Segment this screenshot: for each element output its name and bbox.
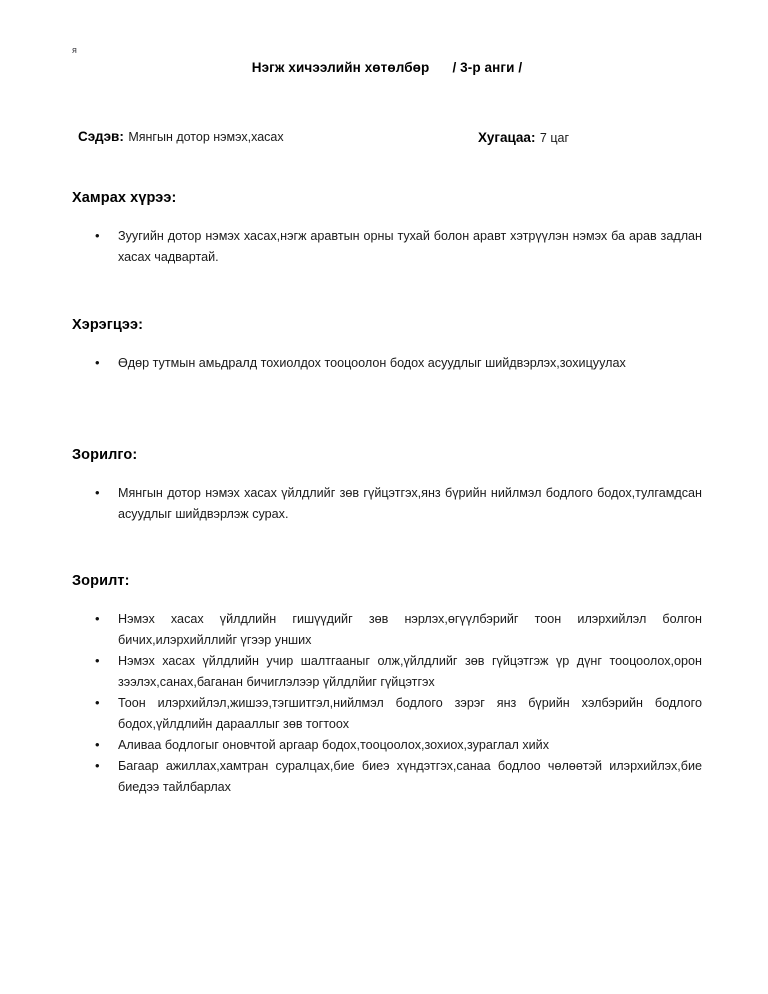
list-item: • Нэмэх хасах үйлдлийн гишүүдийг зөв нэрлэх,өгүүлбэрийг тоон илэрхийлэл болгон бичих,илэрхийллийг үгээр унших (72, 609, 702, 651)
meta-subject-label: Сэдэв: (78, 129, 124, 144)
corner-mark: я (72, 45, 77, 55)
bullet-list (72, 353, 702, 374)
bullet-list (72, 226, 702, 268)
list-item: • Аливаа бодлогыг оновчтой аргаар бодох,тооцоолох,зохиох,зураглал хийх (72, 735, 702, 756)
meta-subject-value: Мянгын дотор нэмэх,хасах (128, 130, 284, 144)
bullet-list (72, 609, 702, 798)
section-objectives (72, 573, 702, 798)
section-goal (72, 447, 702, 526)
meta-duration-label: Хугацаа: (478, 130, 536, 145)
list-item: • Өдөр тутмын амьдралд тохиолдох тооцоолон бодох асуудлыг шийдвэрлэх,зохицуулах (72, 353, 702, 374)
meta-duration (478, 129, 569, 147)
list-item: • Нэмэх хасах үйлдлийн учир шалтгааныг олж,үйлдлийг зөв гүйцэтгэж үр дүнг тооцоолох,орон зээлэх,санах,баганан бичиглэлээр үйлдлйиг гүйцэтгэх (72, 651, 702, 693)
section-scope (72, 190, 702, 269)
section-heading: Хамрах хүрээ: (72, 190, 177, 206)
document-meta-row (72, 128, 702, 148)
bullet-list (72, 483, 702, 525)
section-heading: Хэрэгцээ: (72, 317, 144, 333)
section-need (72, 317, 702, 375)
meta-duration-value: 7 цаг (539, 131, 570, 145)
page-title: Нэгж хичээлийн хөтөлбөр / 3-р анги / (251, 60, 523, 75)
list-item: • Мянгын дотор нэмэх хасах үйлдлийг зөв гүйцэтгэх,янз бүрийн нийлмэл бодлого бодох,тулгамдсан асуудлыг шийдвэрлэж сурах. (72, 483, 702, 525)
section-heading: Зорилго: (72, 447, 138, 463)
list-item: • Багаар ажиллах,хамтран суралцах,бие биеэ хүндэтгэх,санаа бодлоо чөлөөтэй илэрхийлэх,бие биедээ тайлбарлах (72, 756, 702, 798)
list-item: • Зуугийн дотор нэмэх хасах,нэгж аравтын орны тухай болон аравт хэтрүүлэн нэмэх ба арав задлан хасах чадвартай. (72, 226, 702, 268)
meta-subject (78, 128, 284, 146)
section-heading: Зорилт: (72, 573, 130, 589)
list-item: • Тоон илэрхийлэл,жишээ,тэгшитгэл,нийлмэл бодлого зэрэг янз бүрийн хэлбэрийн бодлого бодох,үйлдлийн дарааллыг зөв тогтоох (72, 693, 702, 735)
